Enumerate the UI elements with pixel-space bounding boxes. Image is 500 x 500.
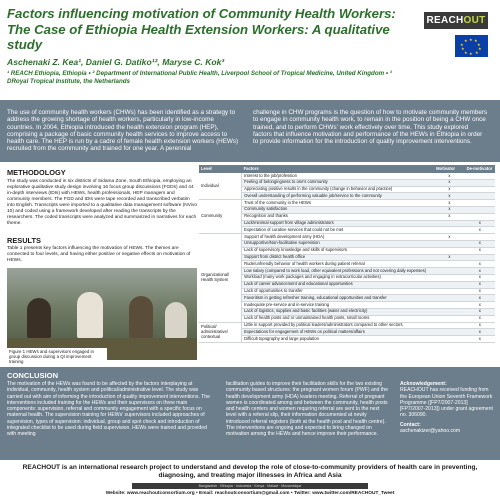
reachout-logo bbox=[424, 12, 488, 29]
conclusion-text-2: facilitation guides to improve their facilitation skills for the two existing community based structures: the pregnant women forum (PWF) and the health development army (HDA) leaders meeting. Referral of pregnant women is coordinated among and between the community, health posts and health centers and women requiring referral are sent to the next level with a referral slip, their information documented at newly introduced referral registers (both at the health post and health centre). The interventions are ongoing and expected to bring changed on motivation among the HEWs and hence improve their performance. bbox=[226, 381, 388, 438]
factor-cell: Inadequate pre-service and in-service training bbox=[242, 302, 435, 309]
eu-flag-icon: ★ ★ ★ ★ ★ ★ ★ ★ ★ ★ bbox=[455, 35, 488, 57]
results-text: Table 1 presents key factors influencing the motivation of HEWs. The themes are connected to four levels, and having either positive or negative effects on motivation of HEWs. bbox=[7, 246, 191, 263]
level-cell: Political/ administrative/ contextual bbox=[199, 322, 242, 342]
level-cell: Individual bbox=[199, 173, 242, 200]
factor-cell: Rude/unfriendly behavior of health workers during patient referral bbox=[242, 261, 435, 268]
demotivator-mark bbox=[465, 179, 495, 186]
acknowledgement-text: REACHOUT has received funding from the European Union Seventh Framework Programme ([FP7/2007-2013] [FP7/2007-2013]) under grant agreement no. 306090. bbox=[400, 387, 493, 419]
table-row bbox=[199, 227, 495, 234]
table-row bbox=[199, 261, 495, 268]
motivator-mark bbox=[434, 336, 464, 343]
table-header-row bbox=[199, 165, 495, 173]
factor-cell: Expectation of curative services that could not be met bbox=[242, 227, 435, 234]
header-level: Level bbox=[199, 165, 242, 173]
demotivator-mark: x bbox=[465, 322, 495, 329]
methodology-text: The study was conducted in six districts of Sidama Zone, South Ethiopia, employing an explorative qualitative study design involving 16 focus group discussions (FGDs) and 44 in-depth interviews (IDIs) with HEWs, health professionals, HEP managers and community members. The FGD and IDIs were tape recorded and transcribed verbatim into English. Transcripts were imported to a qualitative data management software (NVivo 10) and coded using a framework developed after reading the transcripts by the researchers. The coded transcripts were analyzed and summarized in narratives for each theme. bbox=[7, 179, 198, 226]
demotivator-mark bbox=[465, 200, 495, 207]
motivator-mark: x bbox=[434, 234, 464, 241]
motivator-mark bbox=[434, 240, 464, 247]
demotivator-mark: x bbox=[465, 268, 495, 275]
level-cell: Organizational/ Health System bbox=[199, 234, 242, 322]
intro-right-text: challenge in CHW programs is the question of how to motivate community members to engage in community health work, to remain in the position of being a CHW once trained, and to perform CHWs' work effectively over time. This study explored factors that influence motivation and performance of the HEWs in Ethiopia in order to provide information for the introduction of quality improvement interventions. bbox=[253, 109, 488, 146]
figure-caption: Figure 1 HEWs and supervisors engaged in group discussion during a QI improvement training bbox=[7, 348, 107, 365]
motivator-mark: x bbox=[434, 206, 464, 213]
demotivator-mark: x bbox=[465, 308, 495, 315]
table-row bbox=[199, 193, 495, 200]
table-row bbox=[199, 295, 495, 302]
logo-accent: OUT bbox=[463, 15, 486, 26]
demotivator-mark: x bbox=[465, 220, 495, 227]
photo-person-shape bbox=[77, 292, 103, 338]
demotivator-mark bbox=[465, 193, 495, 200]
factor-cell: Lack of logistics, supplies and basic facilities (water and electricity) bbox=[242, 308, 435, 315]
factor-cell: Little in support provided by political leaders/administrators compared to other sectors bbox=[242, 322, 435, 329]
factor-cell: Workload (many work packages and engaging in extracurricular activities) bbox=[242, 274, 435, 281]
photo-person-shape bbox=[165, 302, 187, 338]
results-heading: RESULTS bbox=[7, 236, 41, 245]
table-row bbox=[199, 288, 495, 295]
motivator-mark bbox=[434, 261, 464, 268]
acknowledgement-block bbox=[400, 381, 494, 434]
motivator-mark: x bbox=[434, 179, 464, 186]
table-row bbox=[199, 220, 495, 227]
motivator-mark bbox=[434, 322, 464, 329]
table-row bbox=[199, 336, 495, 343]
conclusion-band bbox=[0, 367, 500, 460]
demotivator-mark: x bbox=[465, 240, 495, 247]
methodology-section bbox=[7, 168, 197, 227]
group-discussion-photo bbox=[7, 268, 197, 360]
author-list: Aschenaki Z. Kea¹, Daniel G. Datiko¹², Maryse C. Kok³ bbox=[7, 57, 225, 67]
table-row bbox=[199, 234, 495, 241]
motivator-mark bbox=[434, 315, 464, 322]
motivator-mark: x bbox=[434, 200, 464, 207]
factor-cell: Trust of the community in the HEWs bbox=[242, 200, 435, 207]
conclusion-heading: CONCLUSION bbox=[7, 371, 59, 380]
table-row bbox=[199, 240, 495, 247]
table-row bbox=[199, 268, 495, 275]
motivator-mark bbox=[434, 274, 464, 281]
table-row bbox=[199, 179, 495, 186]
photo-person-shape bbox=[27, 298, 51, 338]
demotivator-mark bbox=[465, 206, 495, 213]
footer-links[interactable]: Website: www.reachoutconsortium.org • Email: reachoutconsortium@gmail.com • Twitter: www.twitter.com/REACHOUT_Tweet bbox=[105, 491, 395, 496]
motivator-mark bbox=[434, 220, 464, 227]
level-cell: Community bbox=[199, 200, 242, 234]
poster-footer bbox=[0, 462, 500, 500]
factor-cell: Expectations for engagement of HEWs on political matters/affairs bbox=[242, 329, 435, 336]
factor-cell: Feeling of belongingness to one's community bbox=[242, 179, 435, 186]
demotivator-mark: x bbox=[465, 227, 495, 234]
country-strip: Bangladesh · Ethiopia · Indonesia · Kenya · Malawi · Mozambique bbox=[132, 483, 368, 489]
conclusion-text-1: The motivation of the HEWs was found to be affected by the factors interplaying at individual, community, health system and political/administrative level. The study was carried out with aim of informing the introduction of quality improvement interventions. The interventions included training for the HEWs and their supervisors on three main components: supervision, referral and community engagement with a specific focus on maternal health. The supervision training for HEWs' supervisors included approaches of supervision, types of supervision: individual, group and spot check and introduction of integrated checklist to be used during field supervision. HEWs were trained and provided with meeting bbox=[7, 381, 210, 438]
factors-table bbox=[199, 165, 495, 343]
header-demotivator: De-motivator bbox=[465, 165, 495, 173]
methodology-heading: METHODOLOGY bbox=[7, 168, 66, 177]
table-row bbox=[199, 247, 495, 254]
table-row bbox=[199, 254, 495, 261]
motivator-mark bbox=[434, 308, 464, 315]
table-row bbox=[199, 302, 495, 309]
table-body bbox=[199, 173, 495, 342]
table-row bbox=[199, 329, 495, 336]
demotivator-mark: x bbox=[465, 288, 495, 295]
motivator-mark bbox=[434, 268, 464, 275]
motivator-mark bbox=[434, 247, 464, 254]
factor-cell: Support from district health office bbox=[242, 254, 435, 261]
motivator-mark: x bbox=[434, 193, 464, 200]
motivator-mark bbox=[434, 329, 464, 336]
demotivator-mark: x bbox=[465, 295, 495, 302]
motivator-mark bbox=[434, 288, 464, 295]
demotivator-mark bbox=[465, 213, 495, 220]
demotivator-mark bbox=[465, 254, 495, 261]
motivator-mark bbox=[434, 227, 464, 234]
demotivator-mark: x bbox=[465, 302, 495, 309]
factor-cell: Lack/minimal support from village administrators bbox=[242, 220, 435, 227]
logo-text: REACH bbox=[426, 15, 464, 26]
table-row bbox=[199, 213, 495, 220]
table-row bbox=[199, 206, 495, 213]
demotivator-mark: x bbox=[465, 274, 495, 281]
factor-cell: Lack of opportunities to transfer bbox=[242, 288, 435, 295]
factor-cell: Lack of health posts and or unmaintained health posts, small rooms bbox=[242, 315, 435, 322]
demotivator-mark: x bbox=[465, 336, 495, 343]
factor-cell: Support of health development army (HDA) bbox=[242, 234, 435, 241]
motivator-mark: x bbox=[434, 254, 464, 261]
table-row bbox=[199, 308, 495, 315]
table-row bbox=[199, 274, 495, 281]
factor-cell: Overall understanding of performing valuable job/service to the community bbox=[242, 193, 435, 200]
motivator-mark: x bbox=[434, 213, 464, 220]
table-row bbox=[199, 281, 495, 288]
demotivator-mark: x bbox=[465, 281, 495, 288]
header-motivator: Motivator bbox=[434, 165, 464, 173]
table-row bbox=[199, 315, 495, 322]
contact-email[interactable]: aschenakizer@yahoo.com bbox=[400, 428, 461, 435]
demotivator-mark: x bbox=[465, 247, 495, 254]
factor-cell: Low salary (compared to work load, other equivalent professions and not covering daily expenses) bbox=[242, 268, 435, 275]
motivator-mark bbox=[434, 302, 464, 309]
affiliations: ¹ REACH Ethiopia, Ethiopia • ² Department of International Public Health, Liverpool School of Tropical Medicine, United Kingdom • ³ DRoyal Tropical Institute, the Netherlands bbox=[7, 70, 392, 85]
motivator-mark: x bbox=[434, 186, 464, 193]
poster-title: Factors influencing motivation of Community Health Workers: The Case of Ethiopia Health Extension Workers: A qualitative study bbox=[7, 6, 396, 52]
header-factors: Factors bbox=[242, 165, 435, 173]
factor-cell: Lack of supervisory knowledge and skills of supervisors bbox=[242, 247, 435, 254]
acknowledgement-heading: Acknowledgement: bbox=[400, 381, 447, 387]
factor-cell: Difficult topography and large population bbox=[242, 336, 435, 343]
demotivator-mark bbox=[465, 186, 495, 193]
table-row bbox=[199, 200, 495, 207]
factor-cell: Community satisfaction bbox=[242, 206, 435, 213]
demotivator-mark: x bbox=[465, 261, 495, 268]
poster-header bbox=[0, 0, 500, 97]
factor-cell: Favoritism in getting refresher training, educational opportunities and transfer bbox=[242, 295, 435, 302]
introduction-band bbox=[0, 100, 500, 162]
photo-person-shape bbox=[129, 296, 153, 338]
demotivator-mark: x bbox=[465, 329, 495, 336]
demotivator-mark: x bbox=[465, 315, 495, 322]
motivator-mark: x bbox=[434, 173, 464, 179]
factor-cell: Lack of career advancement and educational opportunities bbox=[242, 281, 435, 288]
factor-cell: Recognition and thanks bbox=[242, 213, 435, 220]
intro-left-text: The use of community health workers (CHWs) has been identified as a strategy to address the growing shortage of health workers, particularly in low-income countries. In 2004, Ethiopia introduced the health extension program (HEP), comprising a package of basic community health services to improve access to health care. The HEP is run by a cadre of female health extension workers (HEWs) recruited from the community and trained for one year. A perennial bbox=[7, 109, 239, 153]
motivator-mark bbox=[434, 281, 464, 288]
factor-cell: Interest to the job/profession bbox=[242, 173, 435, 179]
demotivator-mark bbox=[465, 234, 495, 241]
footer-tagline: REACHOUT is an international research project to understand and develop the role of close-to-community providers of health care in preventing, diagnosing, and treating major illnesses in Africa and Asia bbox=[22, 464, 478, 479]
table-row bbox=[199, 186, 495, 193]
factor-cell: Unsupportive/Non-facilitative supervision bbox=[242, 240, 435, 247]
factor-cell: Appreciating positive results in the community (change in behavior and practice) bbox=[242, 186, 435, 193]
contact-heading: Contact: bbox=[400, 421, 421, 428]
motivator-mark bbox=[434, 295, 464, 302]
table-row bbox=[199, 322, 495, 329]
